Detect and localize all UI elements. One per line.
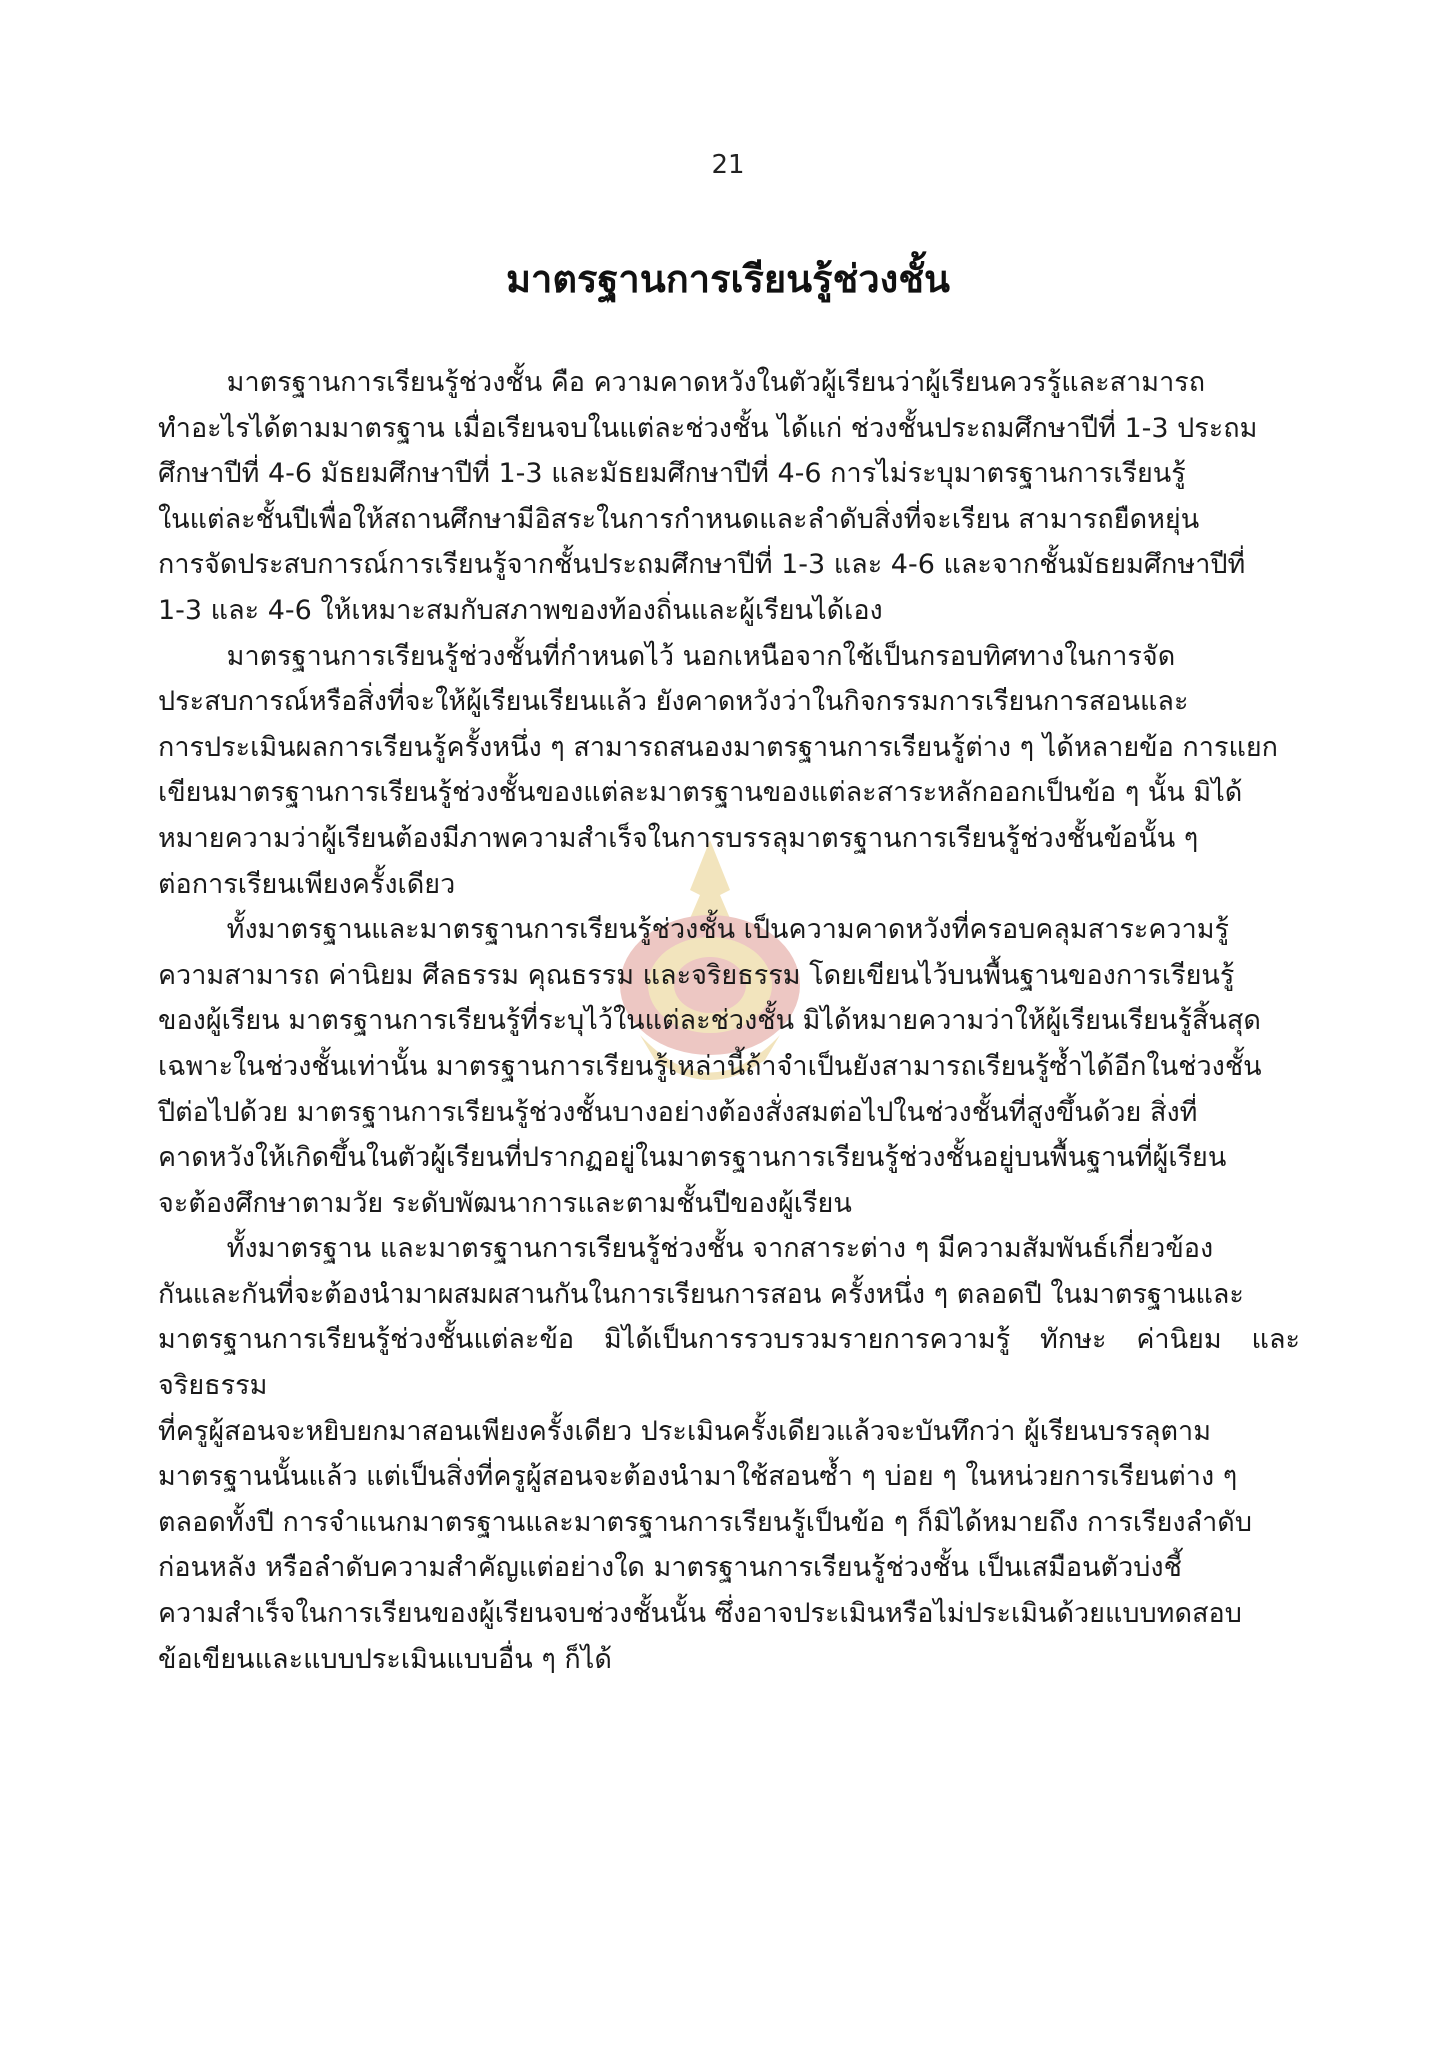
text-line: ศึกษาปีที่ 4-6 มัธยมศึกษาปีที่ 1-3 และมัธยมศึกษาปีที่ 4-6 การไม่ระบุมาตรฐานการเรียนรู้ [158, 458, 1186, 490]
text-line: ทั้งมาตรฐาน และมาตรฐานการเรียนรู้ช่วงชั้น จากสาระต่าง ๆ มีความสัมพันธ์เกี่ยวข้อง [158, 1233, 1214, 1265]
text-line: ทำอะไรได้ตามมาตรฐาน เมื่อเรียนจบในแต่ละช่วงชั้น ได้แก่ ช่วงชั้นประถมศึกษาปีที่ 1-3 ประถม [158, 412, 1258, 444]
document-body [158, 360, 1300, 1682]
page-title: มาตรฐานการเรียนรู้ช่วงชั้น [505, 257, 950, 301]
text-line: ความสามารถ ค่านิยม ศีลธรรม คุณธรรม และจริยธรรม โดยเขียนไว้บนพื้นฐานของการเรียนรู้ [158, 959, 1235, 991]
text-line: ทั้งมาตรฐานและมาตรฐานการเรียนรู้ช่วงชั้น เป็นความคาดหวังที่ครอบคลุมสาระความรู้ [158, 914, 1230, 946]
text-line: มาตรฐานการเรียนรู้ช่วงชั้น คือ ความคาดหวังในตัวผู้เรียนว่าผู้เรียนควรรู้และสามารถ [158, 367, 1206, 398]
text-line: ปีต่อไปด้วย มาตรฐานการเรียนรู้ช่วงชั้นบางอย่างต้องสั่งสมต่อไปในช่วงชั้นที่สูงขึ้นด้วย สิ่งที่ [158, 1096, 1198, 1128]
text-line: ตลอดทั้งปี การจำแนกมาตรฐานและมาตรฐานการเรียนรู้เป็นข้อ ๆ ก็มิได้หมายถึง การเรียงลำดับ [158, 1506, 1252, 1538]
text-line: ประสบการณ์หรือสิ่งที่จะให้ผู้เรียนเรียนแล้ว ยังคาดหวังว่าในกิจกรรมการเรียนการสอนและ [158, 686, 1189, 718]
text-line: ในแต่ละชั้นปีเพื่อให้สถานศึกษามีอิสระในการกำหนดและลำดับสิ่งที่จะเรียน สามารถยืดหยุ่น [158, 503, 1200, 535]
paragraph [158, 1226, 1300, 1682]
text-line: เฉพาะในช่วงชั้นเท่านั้น มาตรฐานการเรียนรู้เหล่านี้ถ้าจำเป็นยังสามารถเรียนรู้ซ้ำได้อีกในช่วงชั้น [158, 1050, 1262, 1082]
text-line: ความสำเร็จในการเรียนของผู้เรียนจบช่วงชั้นนั้น ซึ่งอาจประเมินหรือไม่ประเมินด้วยแบบทดสอบ [158, 1598, 1242, 1630]
text-line: ที่ครูผู้สอนจะหยิบยกมาสอนเพียงครั้งเดียว ประเมินครั้งเดียวแล้วจะบันทึกว่า ผู้เรียนบรรลุตาม [158, 1415, 1211, 1447]
paragraph [158, 360, 1300, 634]
text-line: ของผู้เรียน มาตรฐานการเรียนรู้ที่ระบุไว้ในแต่ละช่วงชั้น มิได้หมายความว่าให้ผู้เรียนเรียนรู้สิ้นสุด [158, 1005, 1261, 1037]
text-line: ต่อการเรียนเพียงครั้งเดียว [158, 868, 456, 900]
text-line: คาดหวังให้เกิดขึ้นในตัวผู้เรียนที่ปรากฏอยู่ในมาตรฐานการเรียนรู้ช่วงชั้นอยู่บนพื้นฐานที่ผู้เรียน [158, 1142, 1227, 1174]
page-number: 21 [711, 150, 745, 180]
paragraph [158, 634, 1300, 908]
text-line: มาตรฐานการเรียนรู้ช่วงชั้นที่กำหนดไว้ นอกเหนือจากใช้เป็นกรอบทิศทางในการจัด [158, 640, 1176, 672]
text-line: มาตรฐานนั้นแล้ว แต่เป็นสิ่งที่ครูผู้สอนจะต้องนำมาใช้สอนซ้ำ ๆ บ่อย ๆ ในหน่วยการเรียนต่าง ๆ [158, 1461, 1238, 1493]
text-line: ข้อเขียนและแบบประเมินแบบอื่น ๆ ก็ได้ [158, 1643, 612, 1675]
text-line: การประเมินผลการเรียนรู้ครั้งหนึ่ง ๆ สามารถสนองมาตรฐานการเรียนรู้ต่าง ๆ ได้หลายข้อ การแยก [158, 731, 1279, 763]
text-line: หมายความว่าผู้เรียนต้องมีภาพความสำเร็จในการบรรลุมาตรฐานการเรียนรู้ช่วงชั้นข้อนั้น ๆ [158, 822, 1199, 854]
text-line: ก่อนหลัง หรือลำดับความสำคัญแต่อย่างใด มาตรฐานการเรียนรู้ช่วงชั้น เป็นเสมือนตัวบ่งชี้ [158, 1552, 1182, 1584]
paragraph [158, 907, 1300, 1226]
text-line: เขียนมาตรฐานการเรียนรู้ช่วงชั้นของแต่ละมาตรฐานของแต่ละสาระหลักออกเป็นข้อ ๆ นั้น มิได้ [158, 777, 1243, 809]
text-line: จะต้องศึกษาตามวัย ระดับพัฒนาการและตามชั้นปีของผู้เรียน [158, 1187, 852, 1219]
text-line: มาตรฐานการเรียนรู้ช่วงชั้นแต่ละข้อ มิได้เป็นการรวบรวมรายการความรู้ ทักษะ ค่านิยม และจริยธรรม [158, 1324, 1300, 1402]
text-line: 1-3 และ 4-6 ให้เหมาะสมกับสภาพของท้องถิ่นและผู้เรียนได้เอง [158, 594, 883, 626]
text-line: การจัดประสบการณ์การเรียนรู้จากชั้นประถมศึกษาปีที่ 1-3 และ 4-6 และจากชั้นมัธยมศึกษาปีที่ [158, 549, 1246, 581]
text-line: กันและกันที่จะต้องนำมาผสมผสานกันในการเรียนการสอน ครั้งหนึ่ง ๆ ตลอดปี ในมาตรฐานและ [158, 1278, 1244, 1310]
